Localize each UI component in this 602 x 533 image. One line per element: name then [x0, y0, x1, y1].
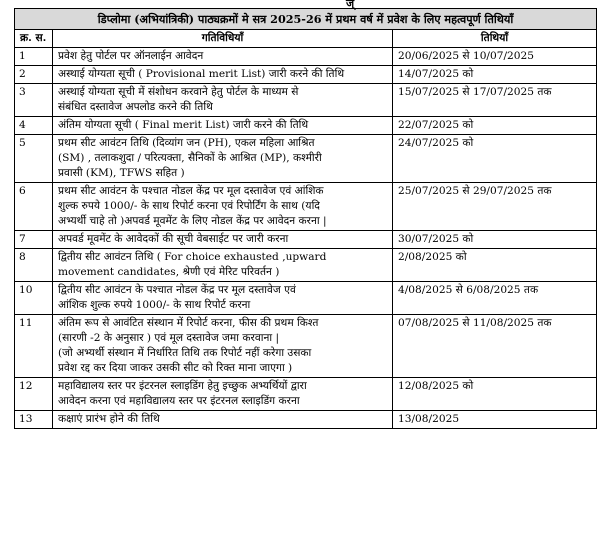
table-row [15, 411, 597, 429]
row-activity [53, 315, 393, 378]
table-row [15, 48, 597, 66]
row-date: 2/08/2025 को [393, 249, 597, 282]
activity-line: शुल्क रुपये 1000/- के साथ रिपोर्ट करना एवं रिपोर्टिंग के साथ (यदि [58, 200, 320, 212]
row-activity [53, 282, 393, 315]
header-dates: तिथियाँ [393, 30, 597, 48]
table-row [15, 183, 597, 231]
row-serial-number: 10 [15, 282, 53, 315]
activity-line: अभ्यर्थी चाहे तो )अपवर्ड मूवमेंट के लिए नोडल केंद्र पर आवेदन करना | [58, 215, 327, 227]
row-activity [53, 231, 393, 249]
table-title: डिप्लोमा (अभियांत्रिकी) पाठ्यक्रमों मे सत्र 2025-26 में प्रथम वर्ष में प्रवेश के लिए महत्वपूर्ण तिथियाँ [15, 9, 597, 30]
row-serial-number: 8 [15, 249, 53, 282]
activity-line: महाविद्यालय स्तर पर इंटरनल स्लाइडिंग हेतु इच्छुक अभ्यर्थियों द्वारा [58, 380, 307, 392]
row-date: 22/07/2025 को [393, 117, 597, 135]
row-serial-number: 13 [15, 411, 53, 429]
row-date: 07/08/2025 से 11/08/2025 तक [393, 315, 597, 378]
activity-line: आवेदन करना एवं महाविद्यालय स्तर पर इंटरनल स्लाइडिंग करना [58, 395, 300, 407]
row-date: 12/08/2025 को [393, 378, 597, 411]
row-serial-number: 5 [15, 135, 53, 183]
row-date: 24/07/2025 को [393, 135, 597, 183]
table-row [15, 249, 597, 282]
row-serial-number: 6 [15, 183, 53, 231]
row-serial-number: 11 [15, 315, 53, 378]
table-row [15, 84, 597, 117]
activity-line: (जो अभ्यर्थी संस्थान में निर्धारित तिथि तक रिपोर्ट नहीं करेगा उसका [58, 347, 312, 359]
activity-line: अस्थाई योग्यता सूची ( Provisional merit List) जारी करने की तिथि [58, 68, 345, 80]
cropped-text-fragment [14, 0, 596, 8]
row-activity [53, 48, 393, 66]
row-activity [53, 378, 393, 411]
row-activity [53, 411, 393, 429]
row-serial-number: 3 [15, 84, 53, 117]
activity-line: प्रथम सीट आवंटन तिथि (दिव्यांग जन (PH), एकल महिला आश्रित [58, 137, 315, 149]
row-activity [53, 183, 393, 231]
row-serial-number: 7 [15, 231, 53, 249]
activity-line: अस्थाई योग्यता सूची में संशोधन करवाने हेतु पोर्टल के माध्यम से [58, 86, 299, 98]
activity-line: प्रवासी (KM), TFWS सहित ) [58, 167, 185, 179]
row-date: 20/06/2025 से 10/07/2025 [393, 48, 597, 66]
important-dates-table [14, 8, 597, 429]
header-activities: गतिविधियाँ [53, 30, 393, 48]
activity-line: (सारणी -2 के अनुसार ) एवं मूल दस्तावेज जमा करवाना | [58, 332, 280, 344]
table-row [15, 231, 597, 249]
row-activity [53, 135, 393, 183]
row-serial-number: 1 [15, 48, 53, 66]
row-date: 15/07/2025 से 17/07/2025 तक [393, 84, 597, 117]
row-activity [53, 84, 393, 117]
row-serial-number: 12 [15, 378, 53, 411]
activity-line: अंतिम योग्यता सूची ( Final merit List) जारी करने की तिथि [58, 119, 309, 131]
table-row [15, 117, 597, 135]
table-row [15, 135, 597, 183]
activity-line: आंशिक शुल्क रुपये 1000/- के साथ रिपोर्ट करना [58, 299, 251, 311]
activity-line: अंतिम रूप से आवंटित संस्थान में रिपोर्ट करना, फीस की प्रथम किश्त [58, 317, 319, 329]
activity-line: अपवर्ड मूवमेंट के आवेदकों की सूची वेबसाईट पर जारी करना [58, 233, 289, 245]
activity-line: movement candidates, श्रेणी एवं मेरिट परिवर्तन ) [58, 266, 280, 278]
row-date: 30/07/2025 को [393, 231, 597, 249]
row-activity [53, 249, 393, 282]
activity-line: प्रथम सीट आवंटन के पश्चात नोडल केंद्र पर मूल दस्तावेज एवं आंशिक [58, 185, 324, 197]
row-serial-number: 2 [15, 66, 53, 84]
row-date: 14/07/2025 को [393, 66, 597, 84]
row-date: 13/08/2025 [393, 411, 597, 429]
table-row [15, 378, 597, 411]
table-row [15, 66, 597, 84]
table-row [15, 282, 597, 315]
fragment-text: ज् [346, 0, 355, 10]
row-date: 4/08/2025 से 6/08/2025 तक [393, 282, 597, 315]
row-activity [53, 66, 393, 84]
row-serial-number: 4 [15, 117, 53, 135]
activity-line: प्रवेश हेतु पोर्टल पर ऑनलाईन आवेदन [58, 50, 204, 62]
document-page [14, 0, 596, 429]
activity-line: द्वितीय सीट आवंटन तिथि ( For choice exhausted ,upward [58, 251, 327, 263]
activity-line: प्रवेश रद्द कर दिया जाकर उसकी सीट को रिक्त माना जाएगा ) [58, 362, 293, 374]
table-title-row [15, 9, 597, 30]
activity-line: द्वितीय सीट आवंटन के पश्चात नोडल केंद्र पर मूल दस्तावेज एवं [58, 284, 296, 296]
table-header-row [15, 30, 597, 48]
row-date: 25/07/2025 से 29/07/2025 तक [393, 183, 597, 231]
activity-line: संबंधित दस्तावेज अपलोड करने की तिथि [58, 101, 213, 113]
activity-line: (SM) , तलाकशुदा / परित्यक्ता, सैनिकों के आश्रित (MP), कश्मीरी [58, 152, 322, 164]
table-row [15, 315, 597, 378]
header-serial-number: क्र. स. [15, 30, 53, 48]
activity-line: कक्षाएं प्रारंभ होने की तिथि [58, 413, 160, 425]
row-activity [53, 117, 393, 135]
